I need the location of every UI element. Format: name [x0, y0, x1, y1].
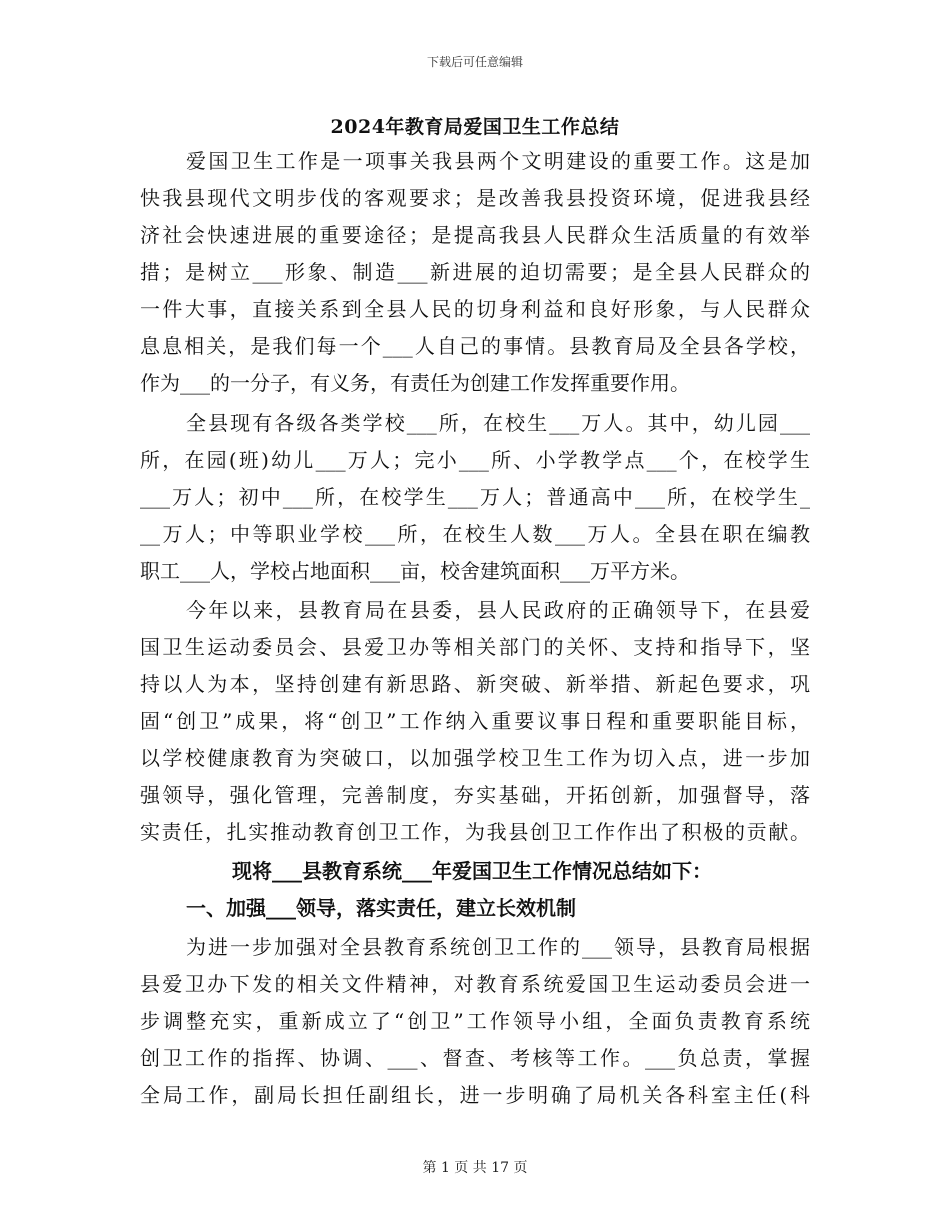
paragraph-line: 今年以来，县教育局在县委，县人民政府的正确领导下，在县爱: [186, 598, 810, 622]
paragraph-line: 固“创卫”成果，将“创卫”工作纳入重要议事日程和重要职能目标，: [140, 709, 810, 733]
paragraph-line: 全局工作，副局长担任副组长，进一步明确了局机关各科室主任(科: [140, 1083, 810, 1107]
download-note: 下载后可任意编辑: [426, 55, 523, 69]
paragraph-line: 强领导，强化管理，完善制度，夯实基础，开拓创新，加强督导，落: [140, 783, 810, 807]
paragraph-line: 全县现有各级各类学校___所，在校生___万人。其中，幼儿园___: [186, 411, 810, 435]
paragraph-line: 所，在园(班)幼儿___万人；完小___所、小学教学点___个，在校学生: [140, 448, 810, 472]
paragraph-line: 一件大事，直接关系到全县人民的切身利益和良好形象，与人民群众: [140, 297, 810, 321]
paragraph-line: 为进一步加强对全县教育系统创卫工作的___领导，县教育局根据: [186, 935, 810, 959]
paragraph-line: __万人；中等职业学校___所，在校生人数___万人。全县在职在编教: [140, 522, 810, 546]
paragraph-line: 措；是树立___形象、制造___新进展的迫切需要；是全县人民群众的: [140, 260, 810, 284]
paragraph-line: 作为___的一分子，有义务，有责任为创建工作发挥重要作用。: [140, 371, 690, 395]
paragraph-line: 持以人为本，坚持创建有新思路、新突破、新举措、新起色要求，巩: [140, 672, 810, 696]
paragraph-line: 国卫生运动委员会、县爱卫办等相关部门的关怀、支持和指导下，坚: [140, 635, 810, 659]
page-number: 第 1 页 共 17 页: [422, 1160, 528, 1176]
summary-intro-line: 现将___县教育系统___年爱国卫生工作情况总结如下：: [232, 859, 712, 883]
paragraph-line: 职工___人，学校占地面积___亩，校舍建筑面积___万平方米。: [140, 559, 690, 583]
paragraph-line: 快我县现代文明步伐的客观要求；是改善我县投资环境，促进我县经: [140, 186, 810, 210]
paragraph-line: 步调整充实，重新成立了“创卫”工作领导小组，全面负责教育系统: [140, 1009, 810, 1033]
paragraph-line: 创卫工作的指挥、协调、___、督查、考核等工作。___负总责，掌握: [140, 1046, 810, 1070]
document-title: 2024年教育局爱国卫生工作总结: [330, 116, 620, 138]
paragraph-line: 以学校健康教育为突破口，以加强学校卫生工作为切入点，进一步加: [140, 746, 810, 770]
section-heading: 一、加强___领导，落实责任，建立长效机制: [186, 896, 576, 920]
paragraph-line: ___万人；初中___所，在校学生___万人；普通高中___所，在校学生_: [140, 485, 810, 509]
paragraph-line: 爱国卫生工作是一项事关我县两个文明建设的重要工作。这是加: [186, 149, 810, 173]
paragraph-line: 县爱卫办下发的相关文件精神，对教育系统爱国卫生运动委员会进一: [140, 972, 810, 996]
paragraph-line: 息息相关，是我们每一个___人自己的事情。县教育局及全县各学校，: [140, 334, 810, 358]
paragraph-line: 济社会快速进展的重要途径；是提高我县人民群众生活质量的有效举: [140, 223, 810, 247]
paragraph-line: 实责任，扎实推动教育创卫工作，为我县创卫工作作出了积极的贡献。: [140, 820, 810, 844]
